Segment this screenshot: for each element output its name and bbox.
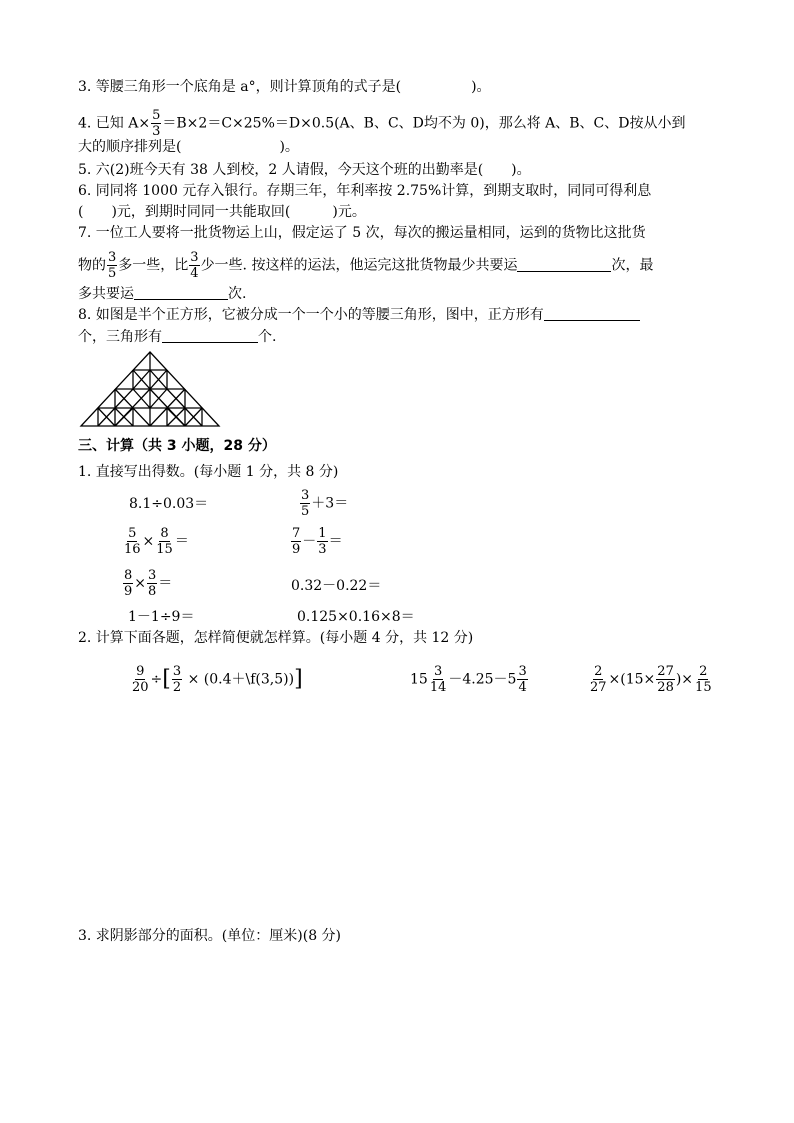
question-3-text: 3. 等腰三角形一个底角是 a°，则计算顶角的式子是( )。 [78,79,491,95]
question-7-line1 [78,223,646,243]
q6-line1-text: 6. 同同将 1000 元存入银行。存期三年，年利率按 2.75%计算，到期支取时，同同可得利息 [78,183,652,199]
calc-1-minus-1-div-9: 1－1÷9＝ [128,609,195,625]
q4-fraction: $\frac{5}{3}$ [152,108,161,139]
calc-7-9-minus-1-3: $\frac{7}{9}$ － $\frac{1}{3}$ ＝ [292,526,343,557]
calc-0.32-minus-0.22: 0.32－0.22＝ [291,578,382,594]
part-1-title [78,462,338,482]
q7-text-c: 少一些. 按这样的运法，他运完这批货物最少共要运 [200,257,518,274]
question-5 [78,160,531,180]
question-8-line2 [78,327,276,347]
question-4-line2 [78,137,299,157]
calc-3-5-plus-3: $\frac{3}{5}$ ＋3＝ [301,488,349,519]
calc-2b: 15 $\frac{3}{14}$ －4.25－5 $\frac{3}{4}$ [410,664,527,695]
question-7-line3 [78,284,246,304]
part-1-title-text: 1. 直接写出得数。(每小题 1 分，共 8 分) [78,464,339,480]
part-3-title-text: 3. 求阴影部分的面积。(单位：厘米)(8 分) [78,928,342,944]
q7-answer-blank-1[interactable] [517,257,611,272]
q7-text-f: 次. [228,286,247,302]
q8-text-b: 个. [258,329,277,345]
q4-prefix: 4. 已知 A× [78,115,151,132]
section-3-heading [78,436,276,456]
part-2-title-text: 2. 计算下面各题，怎样简便就怎样算。(每小题 4 分，共 12 分) [78,630,474,646]
q7-text-d: 次，最 [611,257,654,274]
q7-text-a: 物的 [78,257,106,274]
question-7-line2 [78,250,653,281]
question-4-line1 [78,108,686,139]
question-8-line1 [78,305,640,325]
calc-2a: $\frac{9}{20}$ ÷[ $\frac{3}{2}$ × (0.4＋\f(3,5))] [132,664,303,695]
question-5-text: 5. 六(2)班今天有 38 人到校，2 人请假，今天这个班的出勤率是( )。 [78,162,531,178]
calc-8.1-div: 8.1÷0.03＝ [129,496,209,512]
q7-text-e: 多共要运 [78,286,134,302]
calc-0.125-times: 0.125×0.16×8＝ [297,609,415,625]
question-6-line1 [78,181,651,201]
question-3 [78,77,491,97]
calc-5-16-times-8-15: $\frac{5}{16}$ × $\frac{8}{15}$ ＝ [124,526,189,557]
part-3-title [78,926,341,946]
section-3-title: 三、计算（共 3 小题，28 分） [78,438,276,454]
q7-fraction-2: $\frac{3}{4}$ [190,250,199,281]
calc-2c: $\frac{2}{27}$ ×(15× $\frac{27}{28}$ )× $\frac{2}{15}$ [590,664,712,695]
q8-text-a: 个，三角形有 [78,329,162,345]
q7-fraction-1: $\frac{3}{5}$ [108,250,117,281]
calc-8-9-times-3-8: $\frac{8}{9}$ × $\frac{3}{8}$ ＝ [124,568,173,599]
q7-text-b: 多一些，比 [118,257,189,274]
q4-text: ＝B×2＝C×25%＝D×0.5(A、B、C、D均不为 0)，那么将 A、B、C、D按从小到 [162,115,686,132]
question-6-line2 [78,202,366,222]
part-2-title [78,628,473,648]
q6-line2-text: ( )元，到期时同同一共能取回( )元。 [78,204,366,220]
q8-triangles-blank[interactable] [162,328,258,343]
q4-line2-text: 大的顺序排列是( )。 [78,139,299,155]
half-square-triangle-figure [79,350,221,428]
q8-line1-text: 8. 如图是半个正方形，它被分成一个一个小的等腰三角形，图中，正方形有 [78,307,544,323]
q7-answer-blank-2[interactable] [134,285,228,300]
q8-squares-blank[interactable] [544,306,640,321]
q7-line1-text: 7. 一位工人要将一批货物运上山，假定运了 5 次，每次的搬运量相同，运到的货物比这批货 [78,225,646,241]
